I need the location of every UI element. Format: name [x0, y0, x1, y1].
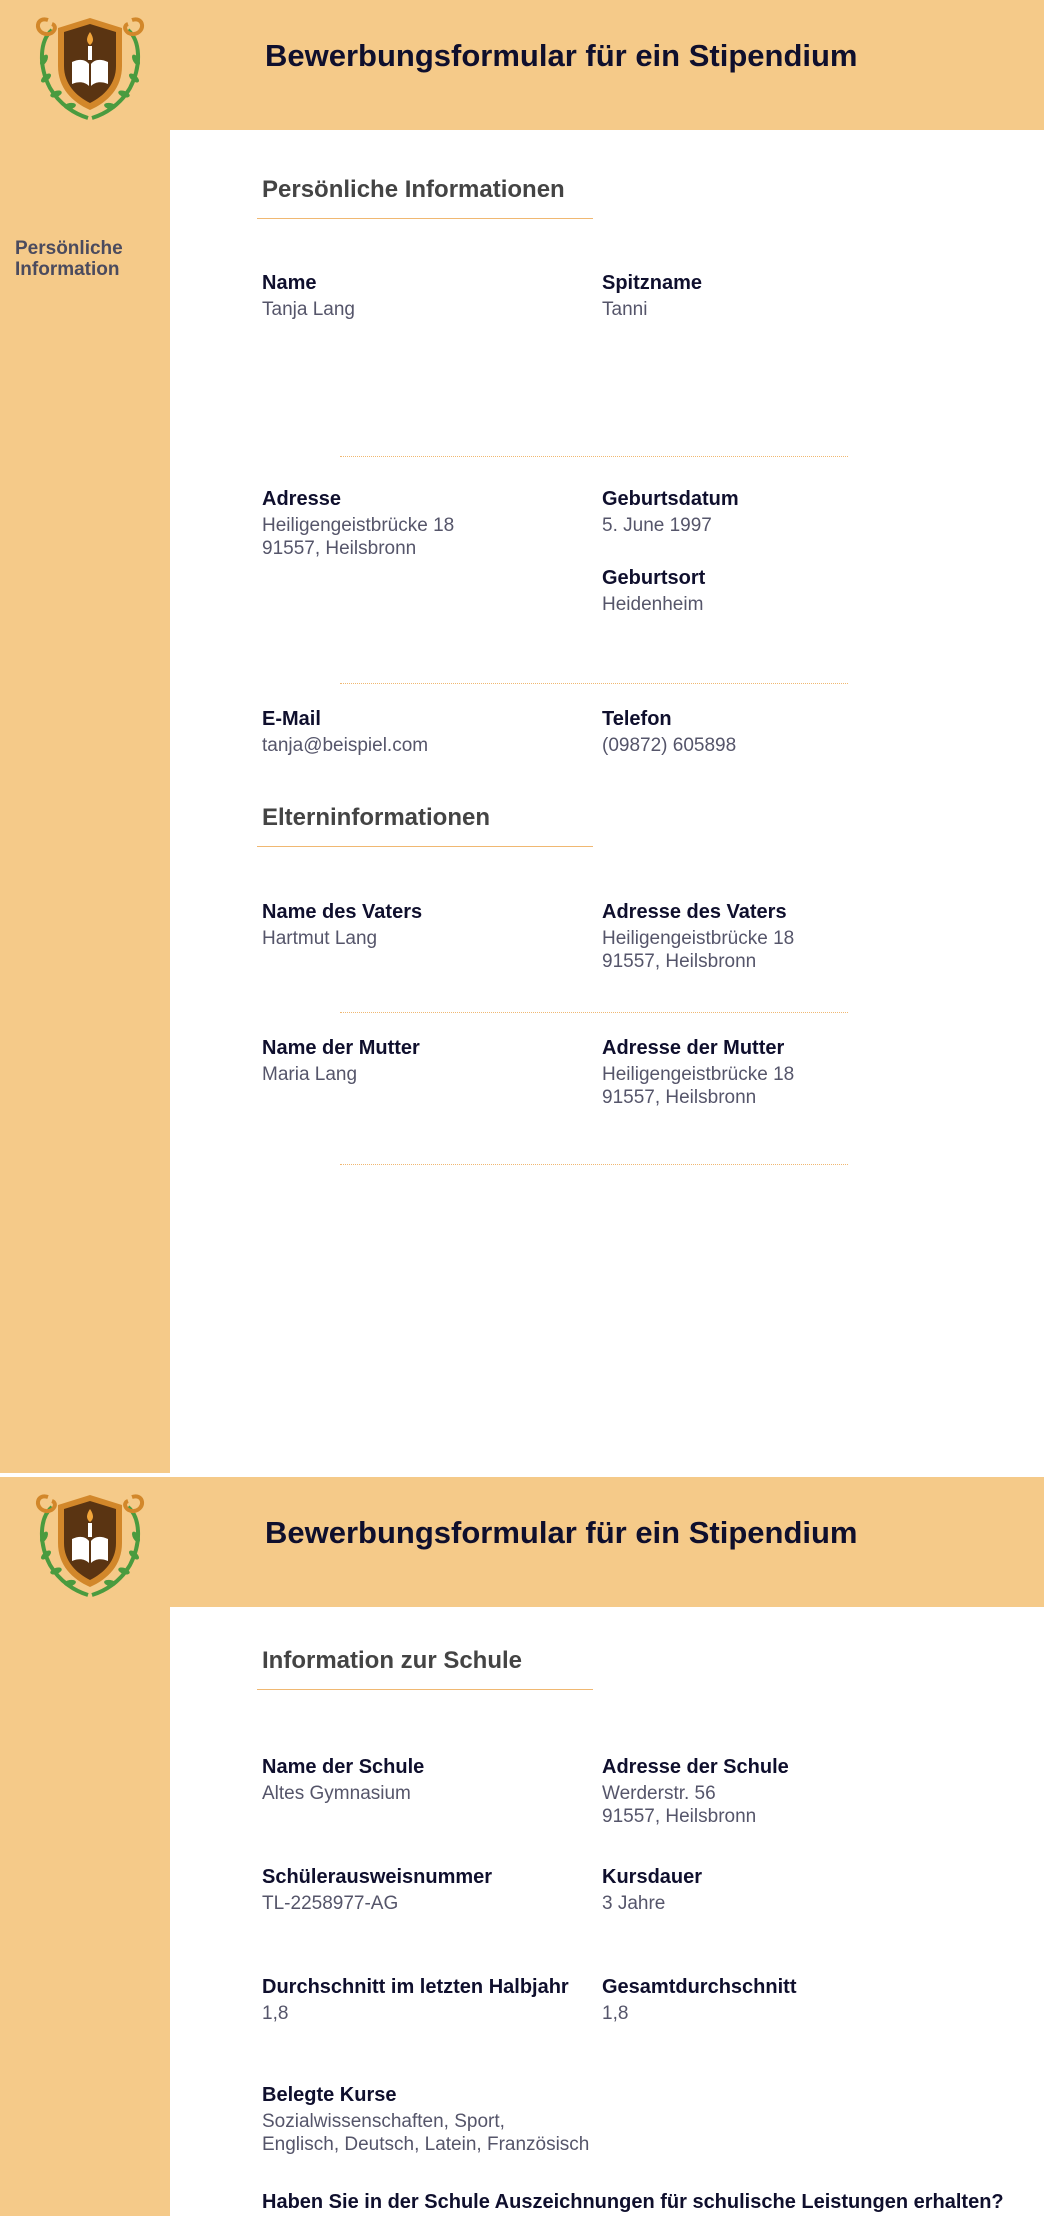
- field-label: Geburtsort: [602, 567, 706, 589]
- field-mother-name: [262, 1035, 592, 1086]
- field-group-divider: [340, 1164, 848, 1165]
- section-title-school: Information zur Schule: [262, 1647, 523, 1674]
- field-label: Durchschnitt im letzten Halbjahr: [262, 1976, 569, 1998]
- school-crest-logo-icon: [30, 10, 150, 122]
- field-label: Name der Mutter: [262, 1037, 420, 1059]
- page-header: [0, 0, 1044, 130]
- field-value: Hartmut Lang: [262, 928, 378, 949]
- field-father-name: [262, 899, 592, 950]
- field-value: 1,8: [262, 2003, 289, 2024]
- section-title-divider: [257, 846, 593, 847]
- field-label: Schülerausweisnummer: [262, 1866, 493, 1888]
- field-label: Gesamtdurchschnitt: [602, 1976, 797, 1998]
- field-value: Maria Lang: [262, 1064, 358, 1085]
- field-school-name: [262, 1754, 592, 1805]
- form-page-2: [0, 1477, 1044, 2216]
- field-label: Belegte Kurse: [262, 2084, 397, 2106]
- field-label: Name des Vaters: [262, 901, 423, 923]
- field-group-divider: [340, 1012, 848, 1013]
- field-awards-question: [262, 2189, 1022, 2215]
- field-label: Telefon: [602, 708, 672, 730]
- section-title-parents: Elterninformationen: [262, 804, 491, 831]
- field-address: [262, 486, 592, 560]
- document-title: Bewerbungsformular für ein Stipendium: [265, 38, 858, 73]
- field-label: Spitzname: [602, 272, 703, 294]
- field-value: TL-2258977-AG: [262, 1893, 399, 1914]
- school-crest-logo-icon: [30, 1487, 150, 1599]
- field-mother-address: [602, 1035, 932, 1109]
- field-value: Heiligengeistbrücke 18 91557, Heilsbronn: [602, 1064, 795, 1108]
- field-last-semester-average: [262, 1974, 592, 2025]
- field-value: Heiligengeistbrücke 18 91557, Heilsbronn: [262, 515, 455, 559]
- field-courses: [262, 2082, 762, 2156]
- field-email: [262, 706, 592, 757]
- field-label: Adresse des Vaters: [602, 901, 787, 923]
- field-overall-average: [602, 1974, 932, 2025]
- field-value: Heiligengeistbrücke 18 91557, Heilsbronn: [602, 928, 795, 972]
- field-value: 3 Jahre: [602, 1893, 666, 1914]
- field-value: (09872) 605898: [602, 735, 737, 756]
- field-name: [262, 270, 592, 321]
- field-course-duration: [602, 1864, 932, 1915]
- sidebar-section-label: Persönliche Information: [15, 238, 123, 280]
- field-value: Altes Gymnasium: [262, 1783, 411, 1804]
- field-label: Name: [262, 272, 317, 294]
- field-label: E-Mail: [262, 708, 321, 730]
- sidebar: [0, 1607, 170, 2216]
- field-value: Tanja Lang: [262, 299, 355, 320]
- field-label: Adresse der Schule: [602, 1756, 789, 1778]
- field-label: Kursdauer: [602, 1866, 703, 1888]
- field-value: tanja@beispiel.com: [262, 735, 429, 756]
- field-value: Werderstr. 56 91557, Heilsbronn: [602, 1783, 757, 1827]
- field-value: 5. June 1997: [602, 515, 712, 536]
- field-value: Heidenheim: [602, 594, 704, 615]
- section-title-divider: [257, 1689, 593, 1690]
- field-birthdate: [602, 486, 932, 537]
- section-title-divider: [257, 218, 593, 219]
- field-school-address: [602, 1754, 932, 1828]
- field-father-address: [602, 899, 932, 973]
- section-title-personal: Persönliche Informationen: [262, 176, 565, 203]
- field-label: Adresse der Mutter: [602, 1037, 785, 1059]
- field-birthplace: [602, 565, 932, 616]
- field-nickname: [602, 270, 932, 321]
- field-value: 1,8: [602, 2003, 629, 2024]
- document-title: Bewerbungsformular für ein Stipendium: [265, 1515, 858, 1550]
- field-label: Geburtsdatum: [602, 488, 739, 510]
- field-phone: [602, 706, 932, 757]
- page-header: [0, 1477, 1044, 1607]
- field-label: Name der Schule: [262, 1756, 425, 1778]
- field-value: Tanni: [602, 299, 648, 320]
- field-label: Adresse: [262, 488, 341, 510]
- field-value: Sozialwissenschaften, Sport, Englisch, Deutsch, Latein, Französisch: [262, 2111, 590, 2155]
- field-group-divider: [340, 683, 848, 684]
- field-group-divider: [340, 456, 848, 457]
- sidebar: [0, 130, 170, 1473]
- field-student-id: [262, 1864, 592, 1915]
- field-label: Haben Sie in der Schule Auszeichnungen für schulische Leistungen erhalten?: [262, 2191, 1004, 2213]
